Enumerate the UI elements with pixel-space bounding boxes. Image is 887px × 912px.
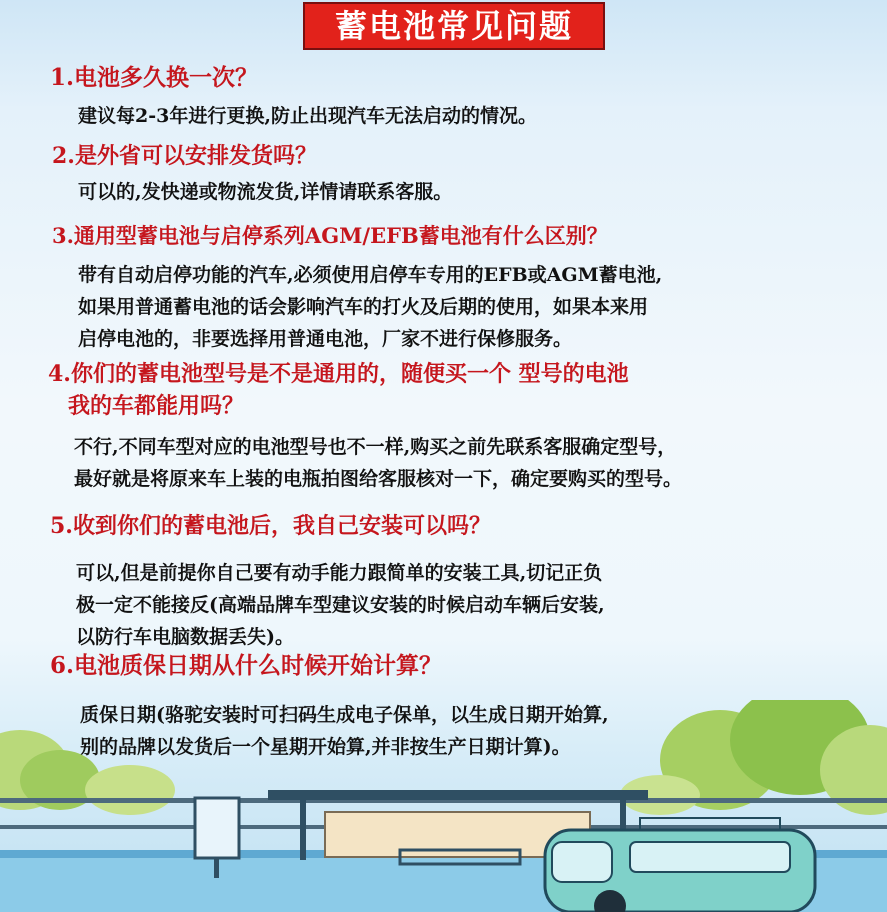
question-line: 3.通用型蓄电池与启停系列AGM/EFB蓄电池有什么区别？ [52,223,608,248]
faq-answer-3 [78,259,662,355]
question-line: 4.你们的蓄电池型号是不是通用的，随便买一个 型号的电池 [48,361,629,387]
answer-line: 极一定不能接反(高端品牌车型建议安装的时候启动车辆后安装, [76,594,605,616]
answer-line: 最好就是将原来车上装的电瓶拍图给客服核对一下，确定要购买的型号。 [74,468,683,490]
page-title: 蓄电池常见问题 [303,2,605,50]
answer-line: 质保日期(骆驼安装时可扫码生成电子保单，以生成日期开始算, [80,704,609,726]
faq-question-4 [48,358,629,422]
answer-line: 带有自动启停功能的汽车,必须使用启停车专用的EFB或AGM蓄电池, [78,264,663,286]
question-line: 1.电池多久换一次？ [50,64,259,91]
street-scene-illustration [0,700,887,912]
faq-question-3 [52,220,608,252]
answer-line: 可以的,发快递或物流发货,详情请联系客服。 [78,181,453,203]
faq-answer-4 [74,431,682,495]
faq-answer-1 [78,100,537,132]
answer-line: 建议每2-3年进行更换,防止出现汽车无法启动的情况。 [78,105,537,127]
answer-line: 启停电池的，非要选择用普通电池，厂家不进行保修服务。 [78,328,573,350]
faq-answer-5 [76,557,605,653]
answer-line: 以防行车电脑数据丢失)。 [76,626,294,648]
faq-question-1 [50,62,258,94]
van-illustration [545,818,815,912]
foliage-right [620,700,887,815]
question-line: 我的车都能用吗？ [68,393,245,419]
question-line: 2.是外省可以安排发货吗？ [52,143,317,169]
answer-line: 不行,不同车型对应的电池型号也不一样,购买之前先联系客服确定型号， [74,436,677,458]
answer-line: 可以,但是前提你自己要有动手能力跟简单的安装工具,切记正负 [76,562,603,584]
question-line: 6.电池质保日期从什么时候开始计算？ [50,652,443,679]
faq-question-6 [50,650,442,682]
answer-line: 别的品牌以发货后一个星期开始算,并非按生产日期计算)。 [80,736,571,758]
faq-answer-2 [78,176,452,208]
question-line: 5.收到你们的蓄电池后，我自己安装可以吗？ [50,513,491,539]
faq-question-5 [50,510,491,542]
answer-line: 如果用普通蓄电池的话会影响汽车的打火及后期的使用，如果本来用 [78,296,649,318]
faq-question-2 [52,140,317,172]
